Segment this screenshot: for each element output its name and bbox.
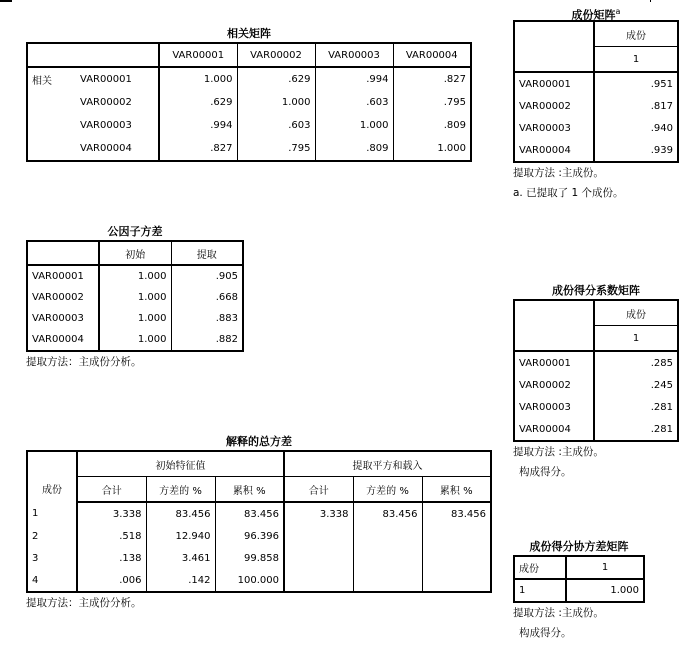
top-left-edge-mark <box>0 0 12 2</box>
table-row <box>514 95 678 117</box>
score-coefficient-note: 提取方法 :主成份。 <box>513 446 604 458</box>
score-coefficient-title: 成份得分系数矩阵 <box>552 284 640 297</box>
row-label: VAR00003 <box>514 396 594 418</box>
cell: .994 <box>159 114 237 137</box>
row-label: 3 <box>27 547 77 569</box>
table-row <box>514 579 644 602</box>
table-row <box>27 67 471 91</box>
cell: 3.338 <box>112 508 142 520</box>
cell: .827 <box>393 67 471 91</box>
column-header: 合计 <box>284 477 353 503</box>
cell <box>353 525 422 547</box>
row-label: VAR00003 <box>514 117 594 139</box>
initial-eigenvalues-header: 初始特征值 <box>77 451 284 477</box>
cell <box>422 525 491 547</box>
column-header: 累积 % <box>422 477 491 503</box>
score-covariance-note: 提取方法 :主成份。 <box>513 607 604 619</box>
cell <box>422 547 491 569</box>
column-header: VAR00002 <box>237 43 315 67</box>
column-header: 方差的 % <box>353 477 422 503</box>
table-row <box>27 287 243 308</box>
cell: .951 <box>650 78 673 90</box>
cell: 3.338 <box>284 502 353 525</box>
cell: .905 <box>171 265 243 287</box>
table-row <box>27 502 491 525</box>
cell: 12.940 <box>146 525 215 547</box>
cell: .795 <box>393 91 471 114</box>
cell: 1.000 <box>315 114 393 137</box>
cell: .882 <box>171 329 243 351</box>
column-header: 初始 <box>99 241 171 265</box>
cell: .138 <box>119 552 142 564</box>
correlation-matrix-title: 相关矩阵 <box>227 27 271 40</box>
cell: .940 <box>650 122 673 134</box>
cell: .603 <box>315 91 393 114</box>
cell: .006 <box>119 574 142 586</box>
row-label: VAR00002 <box>514 374 594 396</box>
row-header: 成份 <box>514 556 566 579</box>
correlation-matrix <box>26 26 472 162</box>
table-row <box>27 137 471 161</box>
cell: 83.456 <box>146 502 215 525</box>
top-right-edge-mark <box>650 0 651 2</box>
cell: .281 <box>650 423 673 435</box>
row-label: VAR00003 <box>76 114 159 137</box>
cell: .883 <box>171 308 243 329</box>
column-header: 提取 <box>171 241 243 265</box>
row-label: VAR00001 <box>27 265 99 287</box>
table-row <box>514 72 678 95</box>
table-row <box>27 569 491 592</box>
row-label: VAR00004 <box>514 418 594 441</box>
row-label: VAR00003 <box>27 308 99 329</box>
table-row <box>514 139 678 162</box>
communalities-note: 提取方法：主成份分析。 <box>26 356 142 368</box>
cell: .795 <box>237 137 315 161</box>
column-header: 累积 % <box>215 477 284 503</box>
cell: 1.000 <box>99 287 171 308</box>
column-header: 1 <box>594 326 678 352</box>
column-group-header: 成份 <box>594 300 678 326</box>
table-row <box>514 396 678 418</box>
table-row <box>27 308 243 329</box>
column-header: 1 <box>566 556 644 579</box>
cell: 1.000 <box>393 137 471 161</box>
cell: 83.456 <box>422 502 491 525</box>
cell: .285 <box>650 357 673 369</box>
cell: 1.000 <box>99 308 171 329</box>
cell: .817 <box>650 100 673 112</box>
cell: 1.000 <box>99 265 171 287</box>
column-header: VAR00001 <box>159 43 237 67</box>
cell: 1.000 <box>610 585 639 596</box>
cell <box>284 569 353 592</box>
cell: 99.858 <box>215 547 284 569</box>
cell: 100.000 <box>215 569 284 592</box>
component-matrix-footnote: a. 已提取了 1 个成份。 <box>513 187 624 199</box>
cell: .281 <box>650 401 673 413</box>
cell: 1.000 <box>159 67 237 91</box>
cell: .994 <box>315 67 393 91</box>
score-coefficient-table <box>513 299 679 442</box>
row-label: VAR00002 <box>27 287 99 308</box>
component-matrix-title: 成份矩阵$^a$ <box>571 7 621 22</box>
score-covariance-title: 成份得分协方差矩阵 <box>529 540 629 553</box>
cell: 96.396 <box>215 525 284 547</box>
score-coefficient-note-2: 构成得分。 <box>519 466 572 478</box>
column-header: 1 <box>594 47 678 73</box>
cell <box>422 569 491 592</box>
footnote-marker: a <box>615 7 621 16</box>
communalities-table <box>26 240 244 352</box>
total-variance-explained <box>26 434 492 613</box>
variance-title: 解释的总方差 <box>226 435 292 448</box>
row-label: VAR00001 <box>76 67 159 91</box>
cell: .809 <box>315 137 393 161</box>
cell: .629 <box>159 91 237 114</box>
cell: .629 <box>237 67 315 91</box>
table-row <box>514 374 678 396</box>
cell: .245 <box>650 379 673 391</box>
row-label: VAR00001 <box>514 72 594 95</box>
column-header: VAR00004 <box>393 43 471 67</box>
table-row <box>514 117 678 139</box>
score-covariance-note-2: 构成得分。 <box>519 627 572 639</box>
cell: 3.461 <box>146 547 215 569</box>
component-matrix-note: 提取方法 :主成份。 <box>513 167 604 179</box>
cell: .142 <box>146 569 215 592</box>
variance-note: 提取方法：主成份分析。 <box>26 597 142 609</box>
cell <box>284 525 353 547</box>
row-label: 4 <box>27 569 77 592</box>
cell: .827 <box>159 137 237 161</box>
table-row <box>27 91 471 114</box>
component-matrix <box>513 4 679 203</box>
table-row <box>514 418 678 441</box>
correlation-table <box>26 42 472 162</box>
cell: .668 <box>171 287 243 308</box>
row-label: 1 <box>27 502 77 525</box>
row-label: VAR00004 <box>76 137 159 161</box>
table-row <box>27 114 471 137</box>
table-row <box>514 351 678 374</box>
communalities <box>26 224 244 372</box>
component-header: 成份 <box>27 451 77 502</box>
table-row <box>27 329 243 351</box>
row-label: 2 <box>27 525 77 547</box>
component-matrix-table <box>513 20 679 163</box>
row-label: VAR00004 <box>514 139 594 162</box>
cell: .603 <box>237 114 315 137</box>
row-label: VAR00002 <box>76 91 159 114</box>
cell: .809 <box>393 114 471 137</box>
table-row <box>27 547 491 569</box>
column-header: VAR00003 <box>315 43 393 67</box>
cell: .939 <box>650 144 673 156</box>
row-label: VAR00002 <box>514 95 594 117</box>
cell <box>353 547 422 569</box>
score-coefficient-matrix <box>513 283 679 482</box>
row-label: VAR00004 <box>27 329 99 351</box>
cell <box>353 569 422 592</box>
cell <box>284 547 353 569</box>
column-header: 合计 <box>77 477 146 503</box>
cell: 1.000 <box>237 91 315 114</box>
row-label: 1 <box>514 579 566 602</box>
communalities-title: 公因子方差 <box>107 225 163 238</box>
group-label: 相关 <box>32 76 52 87</box>
column-group-header: 成份 <box>594 21 678 47</box>
variance-table <box>26 450 492 593</box>
cell: 83.456 <box>215 502 284 525</box>
score-covariance-table <box>513 555 645 603</box>
score-covariance-matrix <box>513 539 645 643</box>
row-label: VAR00001 <box>514 351 594 374</box>
extraction-sums-header: 提取平方和载入 <box>284 451 491 477</box>
cell: 83.456 <box>353 502 422 525</box>
table-row <box>27 525 491 547</box>
cell: 1.000 <box>99 329 171 351</box>
cell: .518 <box>119 530 142 542</box>
column-header: 方差的 % <box>146 477 215 503</box>
table-row <box>27 265 243 287</box>
